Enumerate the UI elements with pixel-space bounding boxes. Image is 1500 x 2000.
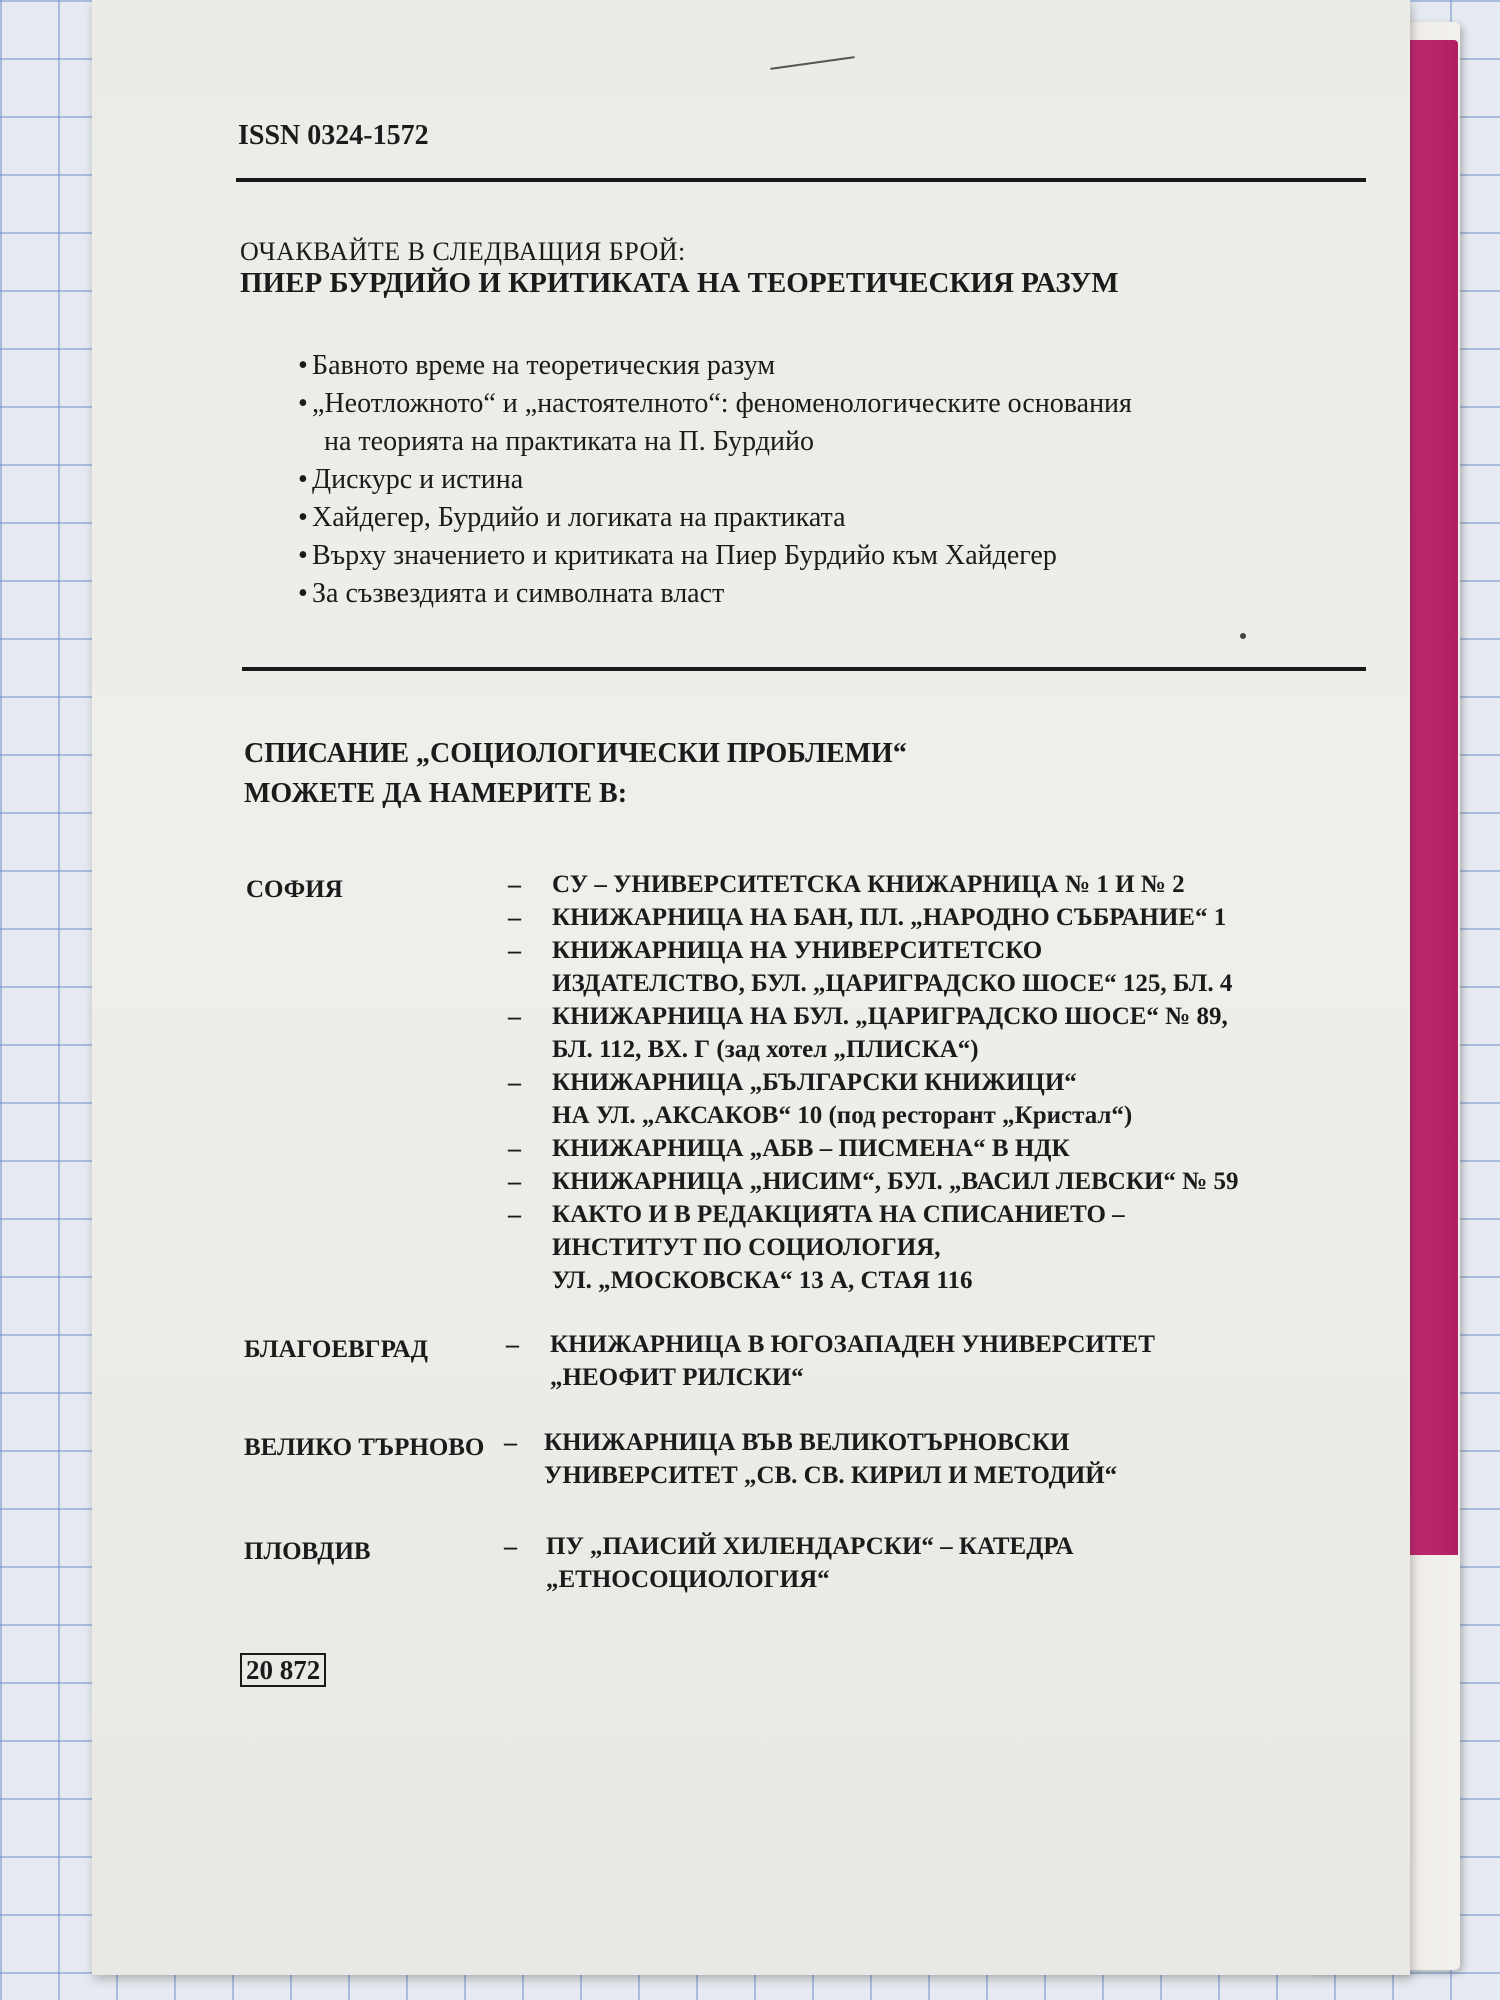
next-issue-theme: ПИЕР БУРДИЙО И КРИТИКАТА НА ТЕОРЕТИЧЕСКИЯ РАЗУМ [240, 267, 1119, 299]
dash: – [504, 1428, 517, 1457]
location-line: „ЕТНОСОЦИОЛОГИЯ“ [546, 1566, 830, 1593]
where-heading-line-1: СПИСАНИЕ „СОЦИОЛОГИЧЕСКИ ПРОБЛЕМИ“ [244, 738, 907, 769]
dash: – [508, 1002, 521, 1031]
dash: – [508, 1134, 521, 1163]
next-issue-contents [298, 347, 1132, 613]
page-speck [1240, 633, 1246, 639]
dash: – [508, 1068, 521, 1097]
plovdiv-locations [546, 1530, 1074, 1596]
dash: – [506, 1330, 519, 1359]
location-line: ИНСТИТУТ ПО СОЦИОЛОГИЯ, [552, 1234, 941, 1261]
location-line: НА УЛ. „АКСАКОВ“ 10 (под ресторант „Кристал“) [552, 1102, 1133, 1129]
location-line: КНИЖАРНИЦА НА БУЛ. „ЦАРИГРАДСКО ШОСЕ“ № 89, [552, 1003, 1228, 1030]
bullet-icon: • [298, 388, 308, 419]
location-line: КНИЖАРНИЦА „НИСИМ“, БУЛ. „ВАСИЛ ЛЕВСКИ“ № 59 [552, 1168, 1239, 1195]
contents-item: • Хайдегер, Бурдийо и логиката на практиката [312, 499, 1132, 537]
location-line: КНИЖАРНИЦА НА УНИВЕРСИТЕТСКО [552, 937, 1043, 964]
sofia-locations [552, 868, 1239, 1297]
location-line: КАКТО И В РЕДАКЦИЯТА НА СПИСАНИЕТО – [552, 1201, 1125, 1228]
dash: – [504, 1532, 517, 1561]
bullet-icon: • [298, 464, 308, 495]
page-scratch-mark [770, 56, 854, 70]
blagoevgrad-locations [550, 1328, 1155, 1394]
contents-item: • Дискурс и истина [312, 461, 1132, 499]
city-plovdiv: ПЛОВДИВ [244, 1538, 371, 1565]
top-divider [236, 178, 1366, 182]
tarnovo-locations [544, 1426, 1117, 1492]
location-line: УНИВЕРСИТЕТ „СВ. СВ. КИРИЛ И МЕТОДИЙ“ [544, 1462, 1118, 1489]
dash: – [508, 1200, 521, 1229]
bullet-icon: • [298, 540, 308, 571]
contents-item: • „Неотложното“ и „настоятелното“: феноменологическите основания [312, 385, 1132, 423]
location-line: КНИЖАРНИЦА „БЪЛГАРСКИ КНИЖИЦИ“ [552, 1069, 1077, 1096]
bullet-icon: • [298, 578, 308, 609]
dash: – [508, 1167, 521, 1196]
location-line: ПУ „ПАИСИЙ ХИЛЕНДАРСКИ“ – КАТЕДРА [546, 1533, 1074, 1560]
contents-item: • Бавното време на теоретическия разум [312, 347, 1132, 385]
index-number-box: 20 872 [240, 1653, 326, 1687]
city-sofia: СОФИЯ [246, 876, 343, 903]
bullet-icon: • [298, 502, 308, 533]
where-heading-line-2: МОЖЕТЕ ДА НАМЕРИТЕ В: [244, 778, 628, 809]
location-line: КНИЖАРНИЦА „АБВ – ПИСМЕНА“ В НДК [552, 1135, 1070, 1162]
location-line: СУ – УНИВЕРСИТЕТСКА КНИЖАРНИЦА № 1 И № 2 [552, 871, 1185, 898]
next-issue-label: ОЧАКВАЙТЕ В СЛЕДВАЩИЯ БРОЙ: [240, 237, 686, 266]
dash: – [508, 936, 521, 965]
location-line: КНИЖАРНИЦА НА БАН, ПЛ. „НАРОДНО СЪБРАНИЕ“ 1 [552, 904, 1227, 931]
dash: – [508, 903, 521, 932]
city-veliko-tarnovo: ВЕЛИКО ТЪРНОВО [244, 1434, 485, 1461]
contents-item-continuation: на теорията на практиката на П. Бурдийо [324, 426, 814, 457]
contents-item: • Върху значението и критиката на Пиер Бурдийо към Хайдегер [312, 537, 1132, 575]
location-line: ИЗДАТЕЛСТВО, БУЛ. „ЦАРИГРАДСКО ШОСЕ“ 125, БЛ. 4 [552, 970, 1233, 997]
location-line: „НЕОФИТ РИЛСКИ“ [550, 1364, 804, 1391]
location-line: БЛ. 112, ВХ. Г (зад хотел „ПЛИСКА“) [552, 1036, 979, 1063]
location-line: КНИЖАРНИЦА В ЮГОЗАПАДЕН УНИВЕРСИТЕТ [550, 1331, 1155, 1358]
location-line: КНИЖАРНИЦА ВЪВ ВЕЛИКОТЪРНОВСКИ [544, 1429, 1070, 1456]
sofia-dash-column [508, 868, 521, 1231]
issn-number: ISSN 0324-1572 [238, 120, 429, 151]
city-blagoevgrad: БЛАГОЕВГРАД [244, 1336, 428, 1363]
contents-item: • За съзвездията и символната власт [312, 575, 1132, 613]
bullet-icon: • [298, 350, 308, 381]
middle-divider [242, 667, 1366, 671]
dash: – [508, 870, 521, 899]
location-line: УЛ. „МОСКОВСКА“ 13 А, СТАЯ 116 [552, 1267, 973, 1294]
